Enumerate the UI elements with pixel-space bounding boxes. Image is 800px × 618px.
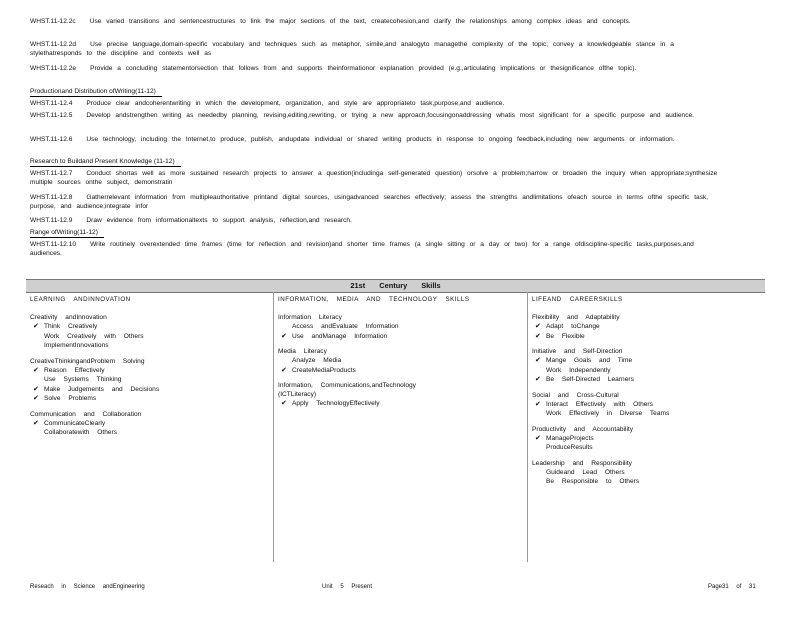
standard-text: Gatherrelevant information from multipleauthoritative printand digital sources, usingadvanced searches effectively; assess the strengths andlimitations ofeach source in terms ofthe specific task, purpose, and audience;integrate infor [30, 194, 709, 210]
standard-5 [30, 112, 720, 121]
standard-2e [30, 65, 720, 74]
standard-code: WHST.11-12.2d [30, 41, 77, 48]
standard-code: WHST.11-12.2e [30, 65, 77, 72]
skill-group-title: Media Literacy [278, 348, 327, 355]
skill-group-title: Leadership and Responsibility [532, 459, 632, 467]
footer-course-title: Reseach in Science andEngineering [30, 584, 145, 590]
standard-text: Produce clear andcoherentwriting in which the development, organization, and style are appropriateto task,purpose,and audience. [86, 100, 505, 107]
skill-item: ImplementInnovations [44, 342, 109, 349]
skill-group [532, 425, 764, 453]
skill-group-title: CreativeThinkingandProblem Solving [30, 357, 145, 365]
skill-item-checked: ✔ Adapt toChange [532, 322, 764, 332]
skill-group-title: Information, Communications,andTechnology (ICTLiteracy) [278, 382, 416, 398]
skill-group-title: Flexibility and Adaptability [532, 314, 620, 321]
skill-group [278, 313, 522, 341]
skill-group-title: Productivity and Accountability [532, 425, 634, 433]
skill-item: Collaboratewith Others [44, 429, 118, 436]
skill-item: ProduceResults [546, 444, 593, 451]
skill-group-title: Creativity andInnovation [30, 314, 107, 321]
standard-text: Draw evidence from informationaltexts to support analysis, reflection,and research. [86, 217, 352, 224]
standard-text: Use technology, including the Internet,to produce, publish, andupdate individual or shared writing products in response to ongoing feedback,including new arguments or information. [86, 136, 675, 143]
skill-item: Access andEvaluate Information [292, 323, 399, 330]
skill-item: Be Responsible to Others [546, 478, 640, 485]
skill-item-checked: ✔ Use andManage Information [278, 332, 522, 342]
standard-text: Conduct shortas well as more sustained research projects to answer a question(includinga self-generated question) orsolve a problem;narrow or broaden the inquiry when appropriate;synthesize multiple sources onthe subject, demonstratin [30, 170, 718, 186]
skill-item-checked: ✔ Interact Effectively with Others [532, 400, 764, 410]
skills-column-information [278, 296, 522, 415]
column-heading: LIFEAND CAREERSKILLS [532, 296, 623, 303]
skill-item: Use Systems Thinking [44, 376, 122, 383]
skill-group [532, 459, 764, 487]
footer-page-number: Page31 of 31 [708, 584, 756, 590]
standard-code: WHST.11-12.7 [30, 170, 73, 177]
column-heading: LEARNING ANDINNOVATION [30, 296, 131, 303]
skill-item: Analyze Media [292, 357, 342, 364]
skill-group [30, 313, 268, 351]
skill-group [532, 347, 764, 385]
skill-item-checked: ✔ Think Creatively [30, 322, 268, 332]
skill-item: Guideand Lead Others [546, 468, 625, 476]
standard-7 [30, 170, 720, 187]
standard-2d [30, 41, 720, 58]
footer-unit: Unit 5 Present [322, 584, 373, 590]
section-heading-range: Range ofWriting(11-12) [30, 229, 104, 238]
skill-item-checked: ✔ CreateMediaProducts [278, 366, 522, 376]
section-heading-research: Research to Buildand Present Knowledge (11-12) [30, 158, 181, 167]
column-divider [273, 292, 274, 562]
column-heading: INFORMATION, MEDIA AND TECHNOLOGY SKILLS [278, 296, 470, 303]
skill-group [532, 313, 764, 341]
standard-6 [30, 136, 720, 145]
skill-group [30, 410, 268, 438]
standard-code: WHST.11-12.10 [30, 241, 77, 248]
standard-4 [30, 100, 720, 109]
skill-item-checked: ✔ Solve Problems [30, 394, 268, 404]
standard-code: WHST.11-12.6 [30, 136, 73, 143]
skill-group [30, 357, 268, 404]
skill-item-checked: ✔ Be Self-Directed Learners [532, 375, 764, 385]
skills-column-life-career [532, 296, 764, 493]
skills-title-bar [26, 279, 765, 293]
standard-8 [30, 194, 720, 211]
skill-item: Work Effectively in Diverse Teams [546, 410, 670, 417]
skill-group [278, 347, 522, 375]
skill-group-title: Initiative and Self-Direction [532, 348, 623, 355]
skill-group-title: Social and Cross-Cultural [532, 391, 619, 399]
standard-text: Use precise language,domain-specific vocabulary and techniques such as metaphor, simile,and analogyto managethe complexity of the topic; convey a knowledgeable stance in a stylethatresponds to the discipline and contexts well as [30, 41, 674, 57]
standard-text: Write routinely overextended time frames (time for reflection and revision)and shorter time frames (a single sitting or a day or two) for a range ofdiscipline-specific tasks,purposes,and audiences. [30, 241, 694, 257]
skill-item-checked: ✔ Apply TechnologyEffectively [278, 399, 522, 409]
skill-item: Work Creatively with Others [44, 332, 144, 340]
skill-item-checked: ✔ Reason Effectively [30, 366, 268, 376]
skill-group-title: Information Literacy [278, 314, 342, 321]
standard-code: WHST.11-12.4 [30, 100, 73, 107]
skills-title: 21st Century Skills [350, 281, 441, 290]
standard-text: Develop andstrengthen writing as neededby planning, revising,editing,rewriting, or trying a new approach,focusingonaddressing whatis most significant for a specific purpose and audience. [86, 112, 694, 119]
standard-code: WHST.11-12.2c [30, 18, 76, 25]
skill-item: Work Independently [546, 366, 611, 374]
skills-column-learning [30, 296, 268, 444]
standard-text: Provide a concluding statementorsection that follows from and supports theinformationor explanation provided (e.g.,articulating implications or thesignificance ofthe topic). [90, 65, 637, 72]
column-divider [527, 292, 528, 562]
skill-group [532, 391, 764, 419]
standard-code: WHST.11-12.8 [30, 194, 73, 201]
standard-text: Use varied transitions and sentencestructures to link the major sections of the text, createcohesion,and clarify the relationships among complex ideas and concepts. [89, 18, 631, 25]
section-heading-production: Productionand Distribution ofWriting(11-12) [30, 88, 162, 97]
standard-2c [30, 18, 720, 27]
skill-group [278, 381, 522, 409]
skill-item-checked: ✔ CommunicateClearly [30, 419, 268, 429]
standard-code: WHST.11-12.5 [30, 112, 73, 119]
standard-code: WHST.11-12.9 [30, 217, 73, 224]
standard-10 [30, 241, 720, 258]
skill-item-checked: ✔ Be Flexible [532, 332, 764, 342]
skill-group-title: Communication and Collaboration [30, 410, 142, 418]
skill-item-checked: ✔ Mange Goals and Time [532, 356, 764, 366]
standard-9 [30, 217, 720, 226]
skill-item-checked: ✔ ManageProjects [532, 434, 764, 444]
skill-item-checked: ✔ Make Judgements and Decisions [30, 385, 268, 395]
